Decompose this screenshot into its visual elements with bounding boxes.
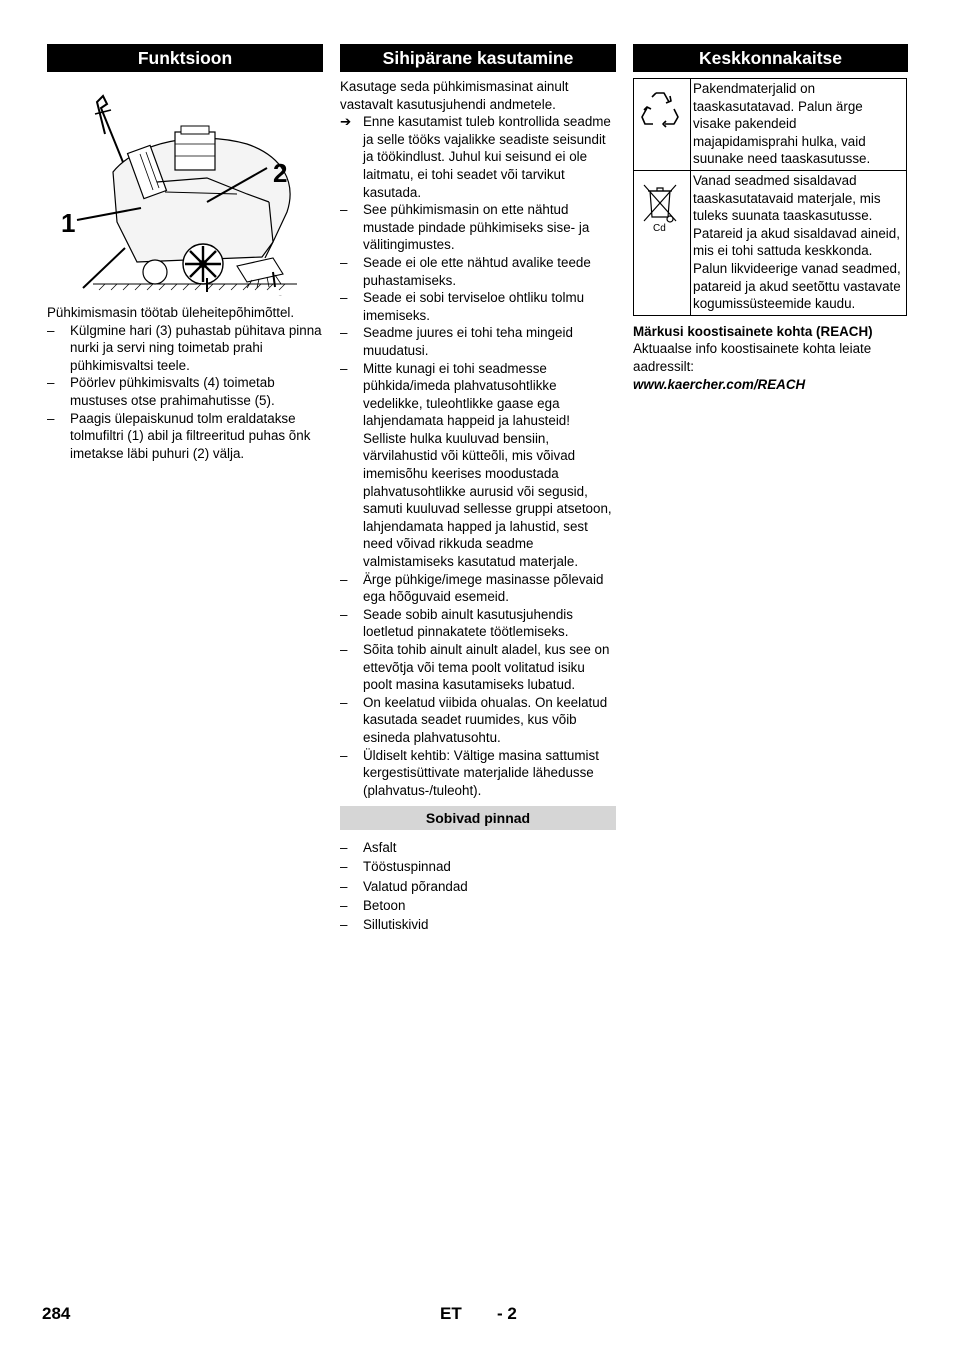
column-keskkonnakaitse [633,44,908,393]
list-item: – Sillutiskivid [340,916,616,934]
list-item: – See pühkimismasin on ette nähtud mustade pindade pühkimiseks sise- ja välitingimustes. [340,201,616,254]
section-number: - 2 [497,1304,517,1323]
list-item: – Seade sobib ainult kasutusjuhendis loetletud pinnakatete töötlemiseks. [340,606,616,641]
list-item: – Mitte kunagi ei tohi seadmesse pühkida/imeda plahvatusohtlikke vedelikke, tuleohtlikke gaase ega lahjendamata happeid ja lahusteid! Selliste hulka kuuluvad bensiin, värvilahustid või kütteõli, mis võivad imemisõhu keerises moodustada plahvatusohtlikke aurusid või segusid, samuti kuuluvad sellesse gruppi atsetoon, lahjendamata happed ja lahustid, sest need võivad rikkuda seadme valmistamiseks kasutatud materjale. [340,360,616,571]
funktsioon-list [47,322,323,463]
column-funktsioon [47,44,323,462]
section-heading-sihiparane: Sihipärane kasutamine [340,44,616,72]
callout-4 [201,290,216,296]
instruction-text: Enne kasutamist tuleb kontrollida seadme ja selle tööks vajalikke seadiste seisundit ja töökindlust. Juhul kui seisund ei ole laitmatu, ei tohi seadet või tarvikut kasutada. [363,114,611,200]
list-item: – Paagis ülepaiskunud tolm eraldatakse tolmufiltri (1) abil ja filtreeritud puhas õnk imetakse läbi puhuri (2) välja. [47,410,323,463]
sihiparane-list [340,201,616,799]
list-item: – Seade ei sobi terviseloe ohtliku tolmu imemiseks. [340,289,616,324]
reach-title: Märkusi koostisainete kohta (REACH) [633,323,873,339]
list-item: – Valatud põrandad [340,878,616,896]
table-cell-text: Pakendmaterjalid on taaskasutatavad. Palun ärge visake pakendeid majapidamisprahi hulka, vaid suunake need taaskasutusse. [691,79,907,171]
list-item: – Seadme juures ei tohi teha mingeid muudatusi. [340,324,616,359]
table-cell-text: Vanad seadmed sisaldavad taaskasutatavaid materjale, mis tuleks suunata taaskasutusse. Patareid ja akud sisaldavad aineid, mis ei tohi sattuda keskkonda. Palun likvideerige vanad seadmed, patareid ja akud seetõttu vastavate kogumissüsteemide kaudu. [691,170,907,315]
page-number: 284 [42,1304,71,1323]
surfaces-list [340,839,616,933]
table-row [634,170,907,315]
callout-2: 2 [273,158,288,188]
list-item: – Tööstuspinnad [340,858,616,876]
list-item: – Üldiselt kehtib: Vältige masina sattumist kergestisüttivate materjalide lähedusse (plahvatus-/tuleoht). [340,747,616,800]
list-item: – Külgmine hari (3) puhastab pühitava pinna nurki ja servi ning toimetab prahi pühkimisvaltsi teele. [47,322,323,375]
sihiparane-intro: Kasutage seda pühkimismasinat ainult vastavalt kasutusjuhendi andmetele. [340,79,569,112]
callout-5 [67,290,81,296]
table-row [634,79,907,171]
list-item: – Seade ei ole ette nähtud avalike teede puhastamiseks. [340,254,616,289]
section-heading-funktsioon: Funktsioon [47,44,323,72]
callout-1: 1 [61,208,76,238]
list-item: – Betoon [340,897,616,915]
arrow-right-icon: ➔ [340,114,352,130]
list-item: – Sõita tohib ainult ainult aladel, kus see on ettevõtja või tema poolt volitatud isiku poolt masina kasutamiseks lubatud. [340,641,616,694]
funktsioon-intro: Pühkimismasin töötab üleheitepõhimõttel. [47,305,295,320]
sweeper-diagram [47,82,323,296]
crossed-bin-icon [638,179,682,235]
environment-table [633,78,907,316]
section-heading-keskkonnakaitse: Keskkonnakaitse [633,44,908,72]
column-sihiparane-kasutamine [340,44,616,935]
reach-text: Aktuaalse info koostisainete kohta leiate aadressilt: [633,341,872,374]
list-item: – Ärge pühkige/imege masinasse põlevaid ega hõõguvaid esemeid. [340,571,616,606]
table-cell-icon [634,79,691,171]
callout-3 [273,290,287,296]
reach-link[interactable]: www.kaercher.com/REACH [633,376,806,392]
list-item: – Asfalt [340,839,616,857]
instruction-step [340,113,616,201]
cd-label: Cd [653,222,666,234]
table-cell-icon [634,170,691,315]
list-item: – On keelatud viibida ohualas. On keelatud kasutada seadet ruumides, kus võib esineda plahvatusohtu. [340,694,616,747]
subheading-sobivad-pinnad: Sobivad pinnad [340,806,616,830]
recycle-icon [638,87,682,131]
language-code: ET [440,1304,462,1323]
list-item: – Pöörlev pühkimisvalts (4) toimetab mustuses otse prahimahutisse (5). [47,374,323,409]
